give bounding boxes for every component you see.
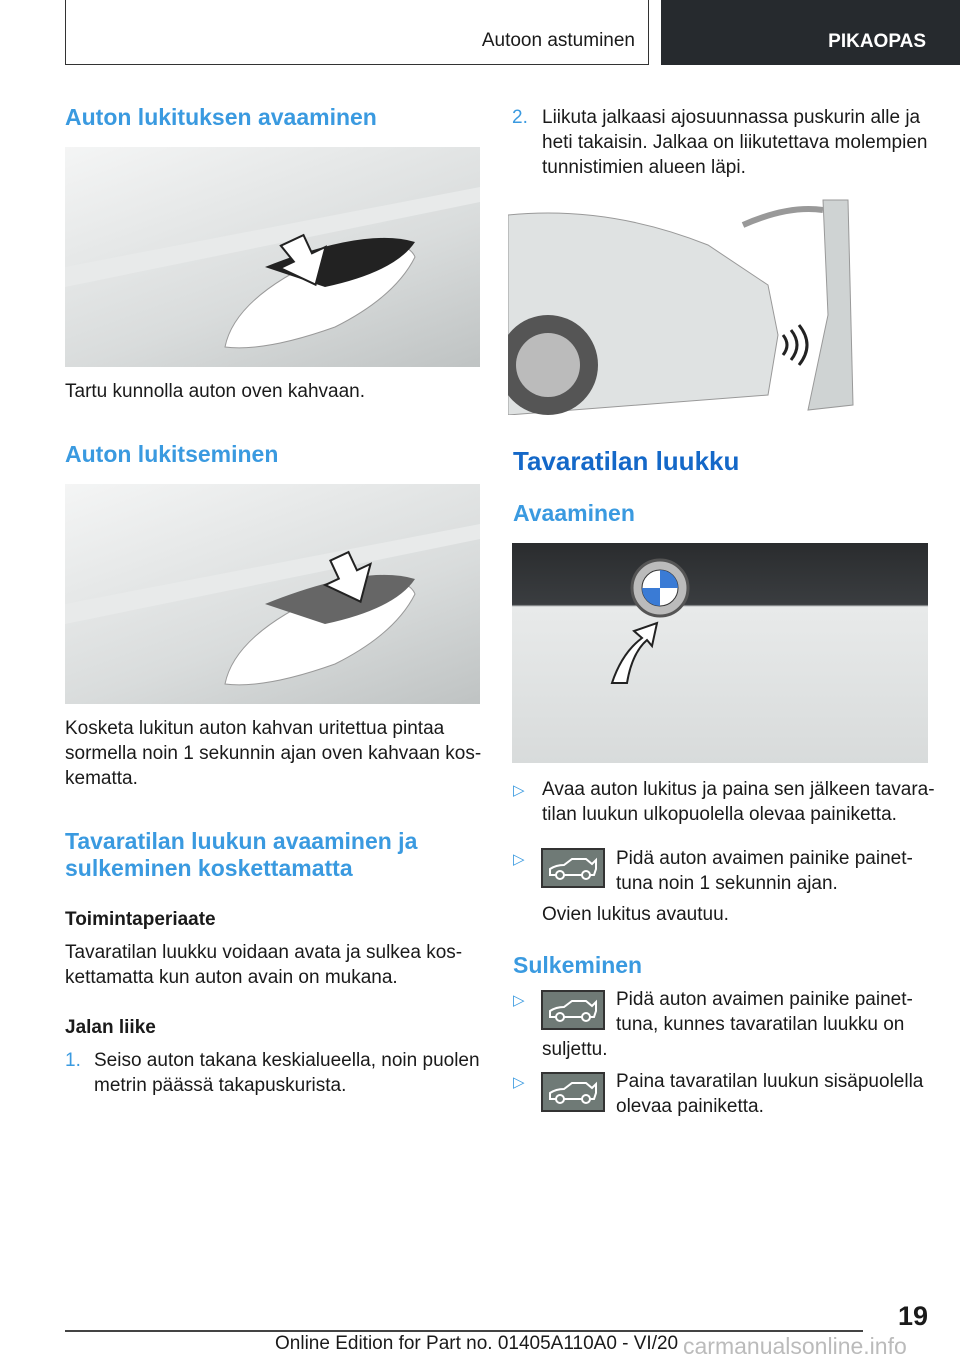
text-line: heti takaisin. Jalkaa on liikutettava molempien xyxy=(542,132,928,153)
footer-divider xyxy=(65,1330,863,1332)
bullet-triangle-icon: ▷ xyxy=(513,1074,525,1091)
text-line: tunnistimien alueen läpi. xyxy=(542,157,746,178)
page-number: 19 xyxy=(897,1301,928,1331)
text-line: olevaa painiketta. xyxy=(616,1096,764,1117)
bullet-triangle-icon: ▷ xyxy=(513,851,525,868)
edition-text: Online Edition for Part no. 01405A110A0 - VI/20 xyxy=(275,1333,679,1354)
close-bullet-1-b: suljettu. xyxy=(542,1039,608,1060)
principle-text xyxy=(65,940,462,990)
step-2-number: 2. xyxy=(512,107,528,128)
door-handle-unlock-image xyxy=(65,147,480,367)
tab-pikaopas[interactable]: PIKAOPAS xyxy=(661,0,960,65)
close-bullet-2 xyxy=(616,1069,923,1119)
step-2-text xyxy=(542,105,927,180)
step-1-number: 1. xyxy=(65,1050,81,1071)
open-result: Ovien lukitus avautuu. xyxy=(542,904,729,925)
foot-title: Jalan liike xyxy=(65,1017,156,1038)
heading-touchless xyxy=(65,828,417,882)
text-line: Seiso auton takana keskialueella, noin puolen xyxy=(94,1050,480,1071)
text-line: Paina tavaratilan luukun sisäpuolella xyxy=(616,1071,924,1092)
lock-text xyxy=(65,716,481,791)
text-line: Tavaratilan luukku voidaan avata ja sulkea kos- xyxy=(65,942,463,963)
watermark[interactable]: carmanualsonline.info xyxy=(683,1333,907,1359)
text-line: Pidä auton avaimen painike painet- xyxy=(616,989,913,1010)
heading-line: Tavaratilan luukun avaaminen ja xyxy=(65,828,418,854)
bullet-triangle-icon: ▷ xyxy=(513,782,525,799)
heading-close: Sulkeminen xyxy=(513,952,643,978)
heading-line: sulkeminen koskettamatta xyxy=(65,855,353,881)
principle-title: Toimintaperiaate xyxy=(65,909,216,930)
trunk-key-button-icon xyxy=(541,848,605,888)
trunk-inner-button-icon xyxy=(541,1072,605,1112)
open-bullet-1 xyxy=(542,777,935,827)
trunk-key-button-icon xyxy=(541,990,605,1030)
door-handle-lock-image xyxy=(65,484,480,704)
text-line: sormella noin 1 sekunnin ajan oven kahvaan kos- xyxy=(65,743,482,764)
foot-sensor-image xyxy=(508,195,863,415)
text-line: Liikuta jalkaasi ajosuunnassa puskurin alle ja xyxy=(542,107,921,128)
text-line: Kosketa lukitun auton kahvan uritettua pintaa xyxy=(65,718,445,739)
unlock-text: Tartu kunnolla auton oven kahvaan. xyxy=(65,381,365,402)
text-line: metrin päässä takapuskurista. xyxy=(94,1075,347,1096)
open-bullet-2 xyxy=(616,846,913,896)
text-line: kettamatta kun auton avain on mukana. xyxy=(65,967,398,988)
heading-open: Avaaminen xyxy=(513,500,635,526)
text-line: tuna, kunnes tavaratilan luukku on xyxy=(616,1014,905,1035)
text-line: tuna noin 1 sekunnin ajan. xyxy=(616,873,838,894)
close-bullet-1-a xyxy=(616,987,913,1037)
heading-lock: Auton lukitseminen xyxy=(65,441,279,467)
text-line: kematta. xyxy=(65,768,138,789)
text-line: Avaa auton lukitus ja paina sen jälkeen tavara- xyxy=(542,779,935,800)
heading-trunk: Tavaratilan luukku xyxy=(513,446,740,476)
section-title: Autoon astuminen xyxy=(481,30,635,51)
text-line: Pidä auton avaimen painike painet- xyxy=(616,848,913,869)
step-1-text xyxy=(94,1048,480,1098)
heading-unlock: Auton lukituksen avaaminen xyxy=(65,104,377,130)
trunk-button-image xyxy=(512,543,928,763)
bullet-triangle-icon: ▷ xyxy=(513,992,525,1009)
text-line: tilan luukun ulkopuolella olevaa painiketta. xyxy=(542,804,897,825)
